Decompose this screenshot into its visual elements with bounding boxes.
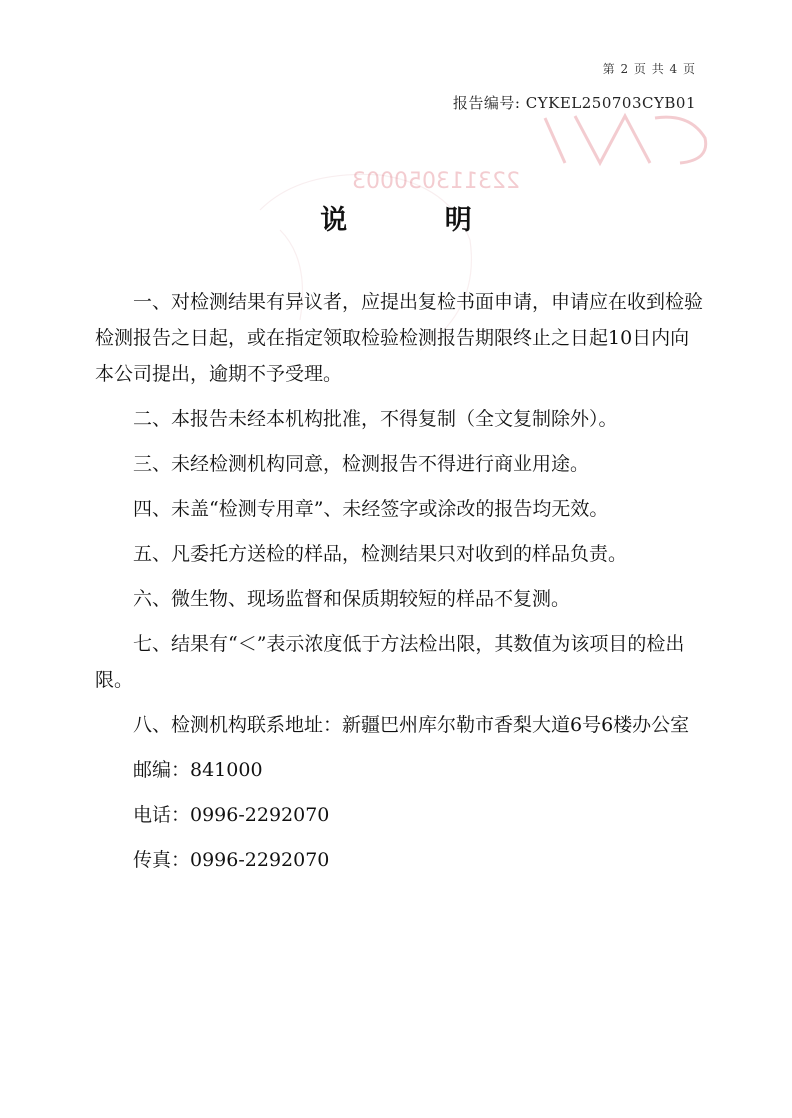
note-paragraph-2: 二、本报告未经本机构批准，不得复制（全文复制除外）。 <box>133 408 618 430</box>
postcode: 邮编：841000 <box>133 759 263 781</box>
notes-body <box>95 284 707 878</box>
svg-text:223113050003: 223113050003 <box>352 169 520 194</box>
note-paragraph-8: 八、检测机构联系地址：新疆巴州库尔勒市香梨大道6号6楼办公室 <box>133 714 690 736</box>
cma-stamp-image <box>352 108 725 198</box>
note-paragraph-1: 一、对检测结果有异议者，应提出复检书面申请，申请应在收到检验检测报告之日起，或在指定领取检验检测报告期限终止之日起10日内向本公司提出，逾期不予受理。 <box>95 291 704 385</box>
report-number: 报告编号: CYKEL250703CYB01 <box>452 94 696 112</box>
note-paragraph-3: 三、未经检测机构同意，检测报告不得进行商业用途。 <box>133 453 590 475</box>
note-paragraph-7: 七、结果有“＜”表示浓度低于方法检出限，其数值为该项目的检出限。 <box>95 633 685 691</box>
page-number: 第 2 页 共 4 页 <box>602 62 696 76</box>
note-paragraph-4: 四、未盖“检测专用章”、未经签字或涂改的报告均无效。 <box>133 498 609 520</box>
note-paragraph-6: 六、微生物、现场监督和保质期较短的样品不复测。 <box>133 588 571 610</box>
page-title: 说 明 <box>320 205 516 236</box>
phone-number: 电话：0996-2292070 <box>133 804 330 826</box>
note-paragraph-5: 五、凡委托方送检的样品，检测结果只对收到的样品负责。 <box>133 543 628 565</box>
fax-number: 传真：0996-2292070 <box>133 849 330 871</box>
